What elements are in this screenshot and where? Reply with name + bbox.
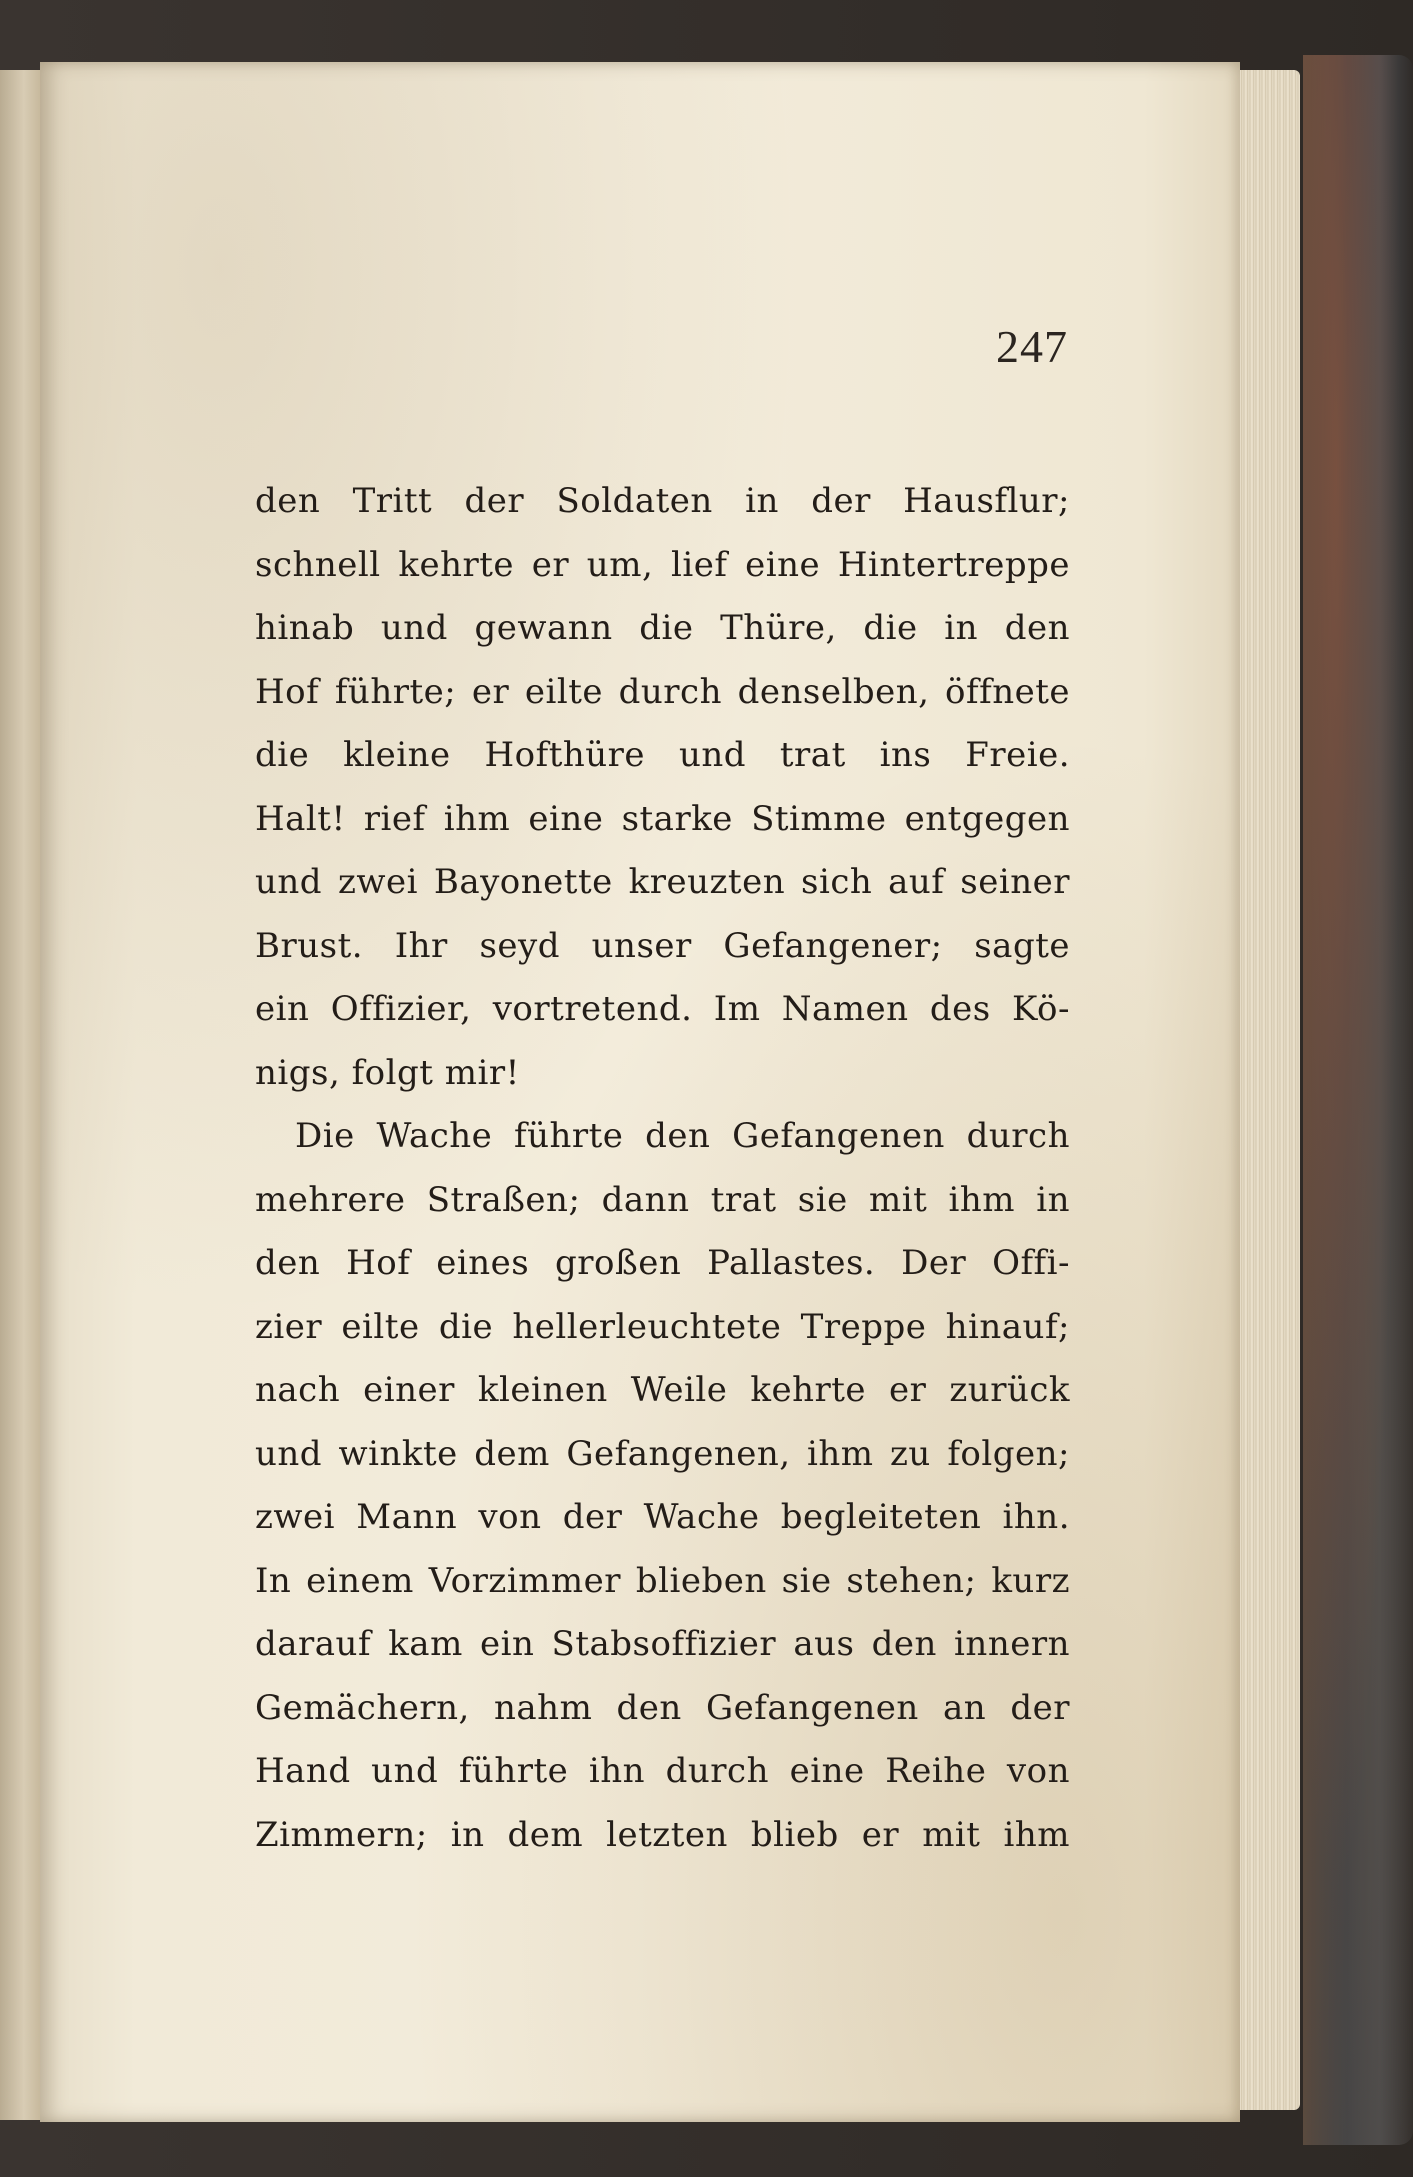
book-page [40,62,1240,2122]
text-line: nigs, folgt mir! [255,1052,520,1093]
text-line: darauf kam ein Stabsoffizier aus den innern [255,1624,1070,1664]
page-text [255,470,1070,1867]
text-line: hinab und gewann die Thüre, die in den [255,608,1070,648]
text-line: zier eilte die hellerleuchtete Treppe hinauf; [255,1306,1070,1347]
book-cover-edge [1303,55,1413,2145]
page-number: 247 [996,321,1068,372]
text-line: Die Wache führte den Gefangenen durch [295,1116,1070,1156]
text-line: zwei Mann von der Wache begleiteten ihn. [255,1497,1070,1537]
text-line: Hof führte; er eilte durch denselben, öffnete [255,671,1070,712]
text-line: den Hof eines großen Pallastes. Der Offi- [255,1243,1070,1283]
left-page-edge [0,70,40,2120]
text-line: die kleine Hofthüre und trat ins Freie. [255,735,1070,775]
text-line: Gemächern, nahm den Gefangenen an der [255,1687,1070,1728]
text-line: schnell kehrte er um, lief eine Hintertreppe [255,544,1070,585]
text-line: und winkte dem Gefangenen, ihm zu folgen; [255,1433,1070,1474]
text-line: Hand und führte ihn durch eine Reihe von [255,1751,1070,1791]
text-line: nach einer kleinen Weile kehrte er zurück [255,1370,1070,1410]
page-edges [1230,70,1300,2110]
text-line: den Tritt der Soldaten in der Hausflur; [255,481,1070,521]
text-line: und zwei Bayonette kreuzten sich auf seiner [255,862,1070,902]
text-line: In einem Vorzimmer blieben sie stehen; kurz [255,1560,1070,1601]
text-line: ein Offizier, vortretend. Im Namen des Kö- [255,989,1070,1029]
text-line: mehrere Straßen; dann trat sie mit ihm in [255,1179,1070,1220]
text-line: Brust. Ihr seyd unser Gefangener; sagte [255,925,1070,966]
text-line: Halt! rief ihm eine starke Stimme entgegen [255,798,1070,839]
text-line: Zimmern; in dem letzten blieb er mit ihm [255,1814,1070,1855]
